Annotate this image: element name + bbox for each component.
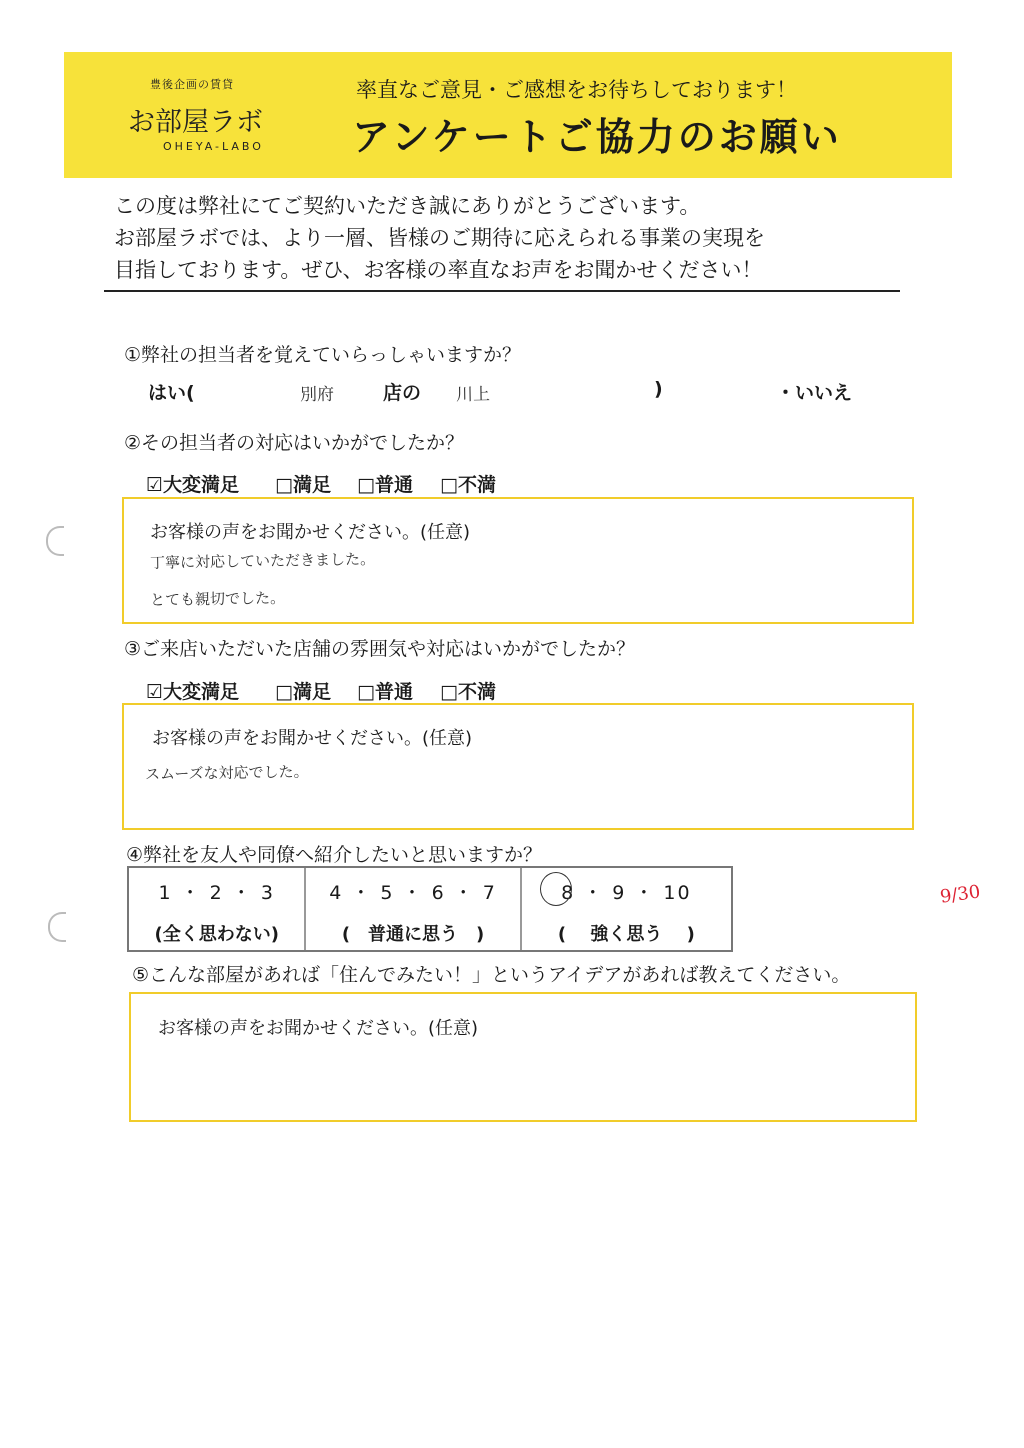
q2-option-dissatisfied[interactable]: □不満	[440, 474, 496, 496]
q3-option-very-satisfied[interactable]: ☑大変満足	[146, 681, 240, 703]
q4-group-mid[interactable]	[306, 868, 521, 950]
question-3: ③ご来店いただいた店舗の雰囲気や対応はいかがでしたか？	[124, 638, 636, 660]
intro-line-2: お部屋ラボでは、より一層、皆様のご期待に応えられる事業の実現を	[114, 226, 765, 250]
q1-no-option[interactable]: ・いいえ	[776, 382, 853, 404]
page-title: アンケートご協力のお願い	[352, 115, 842, 159]
question-2: ②その担当者の対応はいかがでしたか？	[124, 432, 465, 454]
q2-comment-label: お客様の声をお聞かせください。(任意)	[150, 522, 471, 543]
q1-branch-handwritten: 別府	[299, 384, 335, 406]
question-5: ⑤こんな部屋があれば「住んでみたい！」というアイデアがあれば教えてください。	[132, 964, 851, 986]
q3-option-normal[interactable]: □普通	[357, 681, 413, 703]
q4-group-low-caption: (全く思わない)	[154, 924, 279, 945]
q2-option-normal[interactable]: □普通	[357, 474, 413, 496]
q4-group-high-numbers: 8 ・ 9 ・ 10	[561, 882, 692, 904]
logo: お部屋ラボ	[128, 107, 263, 138]
q2-option-satisfied[interactable]: □満足	[275, 474, 331, 496]
intro-line-1: この度は弊社にてご契約いただき誠にありがとうございます。	[114, 194, 701, 218]
q1-store-label: 店の	[383, 382, 422, 404]
q3-option-dissatisfied[interactable]: □不満	[440, 681, 496, 703]
q4-group-low-numbers: 1 ・ 2 ・ 3	[158, 882, 275, 904]
divider	[104, 290, 900, 292]
q2-comment-line-2: とても親切でした。	[149, 588, 286, 610]
logo-tagline: 豊後企画の賃貸	[150, 78, 234, 91]
q5-comment-label: お客様の声をお聞かせください。(任意)	[158, 1018, 479, 1039]
q1-yes-label[interactable]: はい(	[148, 382, 195, 404]
q4-group-mid-caption: ( 普通に思う )	[341, 924, 485, 945]
date-note: 9/30	[938, 881, 982, 908]
binder-hole-mark	[48, 912, 66, 942]
q3-option-satisfied[interactable]: □満足	[275, 681, 331, 703]
q2-option-very-satisfied[interactable]: ☑大変満足	[146, 474, 240, 496]
q1-person-handwritten: 川上	[455, 384, 491, 406]
binder-hole-mark	[46, 526, 64, 556]
q4-group-high-caption: ( 強く思う )	[557, 924, 695, 945]
q2-comment-line-1: 丁寧に対応していただきました。	[149, 550, 376, 572]
header-tagline: 率直なご意見・ご感想をお待ちしております！	[356, 78, 797, 102]
q4-group-mid-numbers: 4 ・ 5 ・ 6 ・ 7	[329, 882, 497, 904]
q1-close-paren: )	[654, 378, 663, 400]
intro-line-3: 目指しております。ぜひ、お客様の率直なお声をお聞かせください！	[114, 258, 763, 282]
q3-comment-label: お客様の声をお聞かせください。(任意)	[152, 728, 473, 749]
question-1: ①弊社の担当者を覚えていらっしゃいますか？	[124, 344, 522, 366]
logo-romaji: OHEYA-LABO	[163, 140, 264, 153]
q5-comment-box[interactable]	[129, 992, 917, 1122]
q4-group-low[interactable]	[129, 868, 306, 950]
question-4: ④弊社を友人や同僚へ紹介したいと思いますか？	[126, 844, 543, 866]
q4-group-high[interactable]	[522, 868, 731, 950]
q4-rating-scale	[127, 866, 733, 952]
q3-comment-line-1: スムーズな対応でした。	[144, 762, 309, 784]
q4-selected-circle	[540, 872, 572, 906]
